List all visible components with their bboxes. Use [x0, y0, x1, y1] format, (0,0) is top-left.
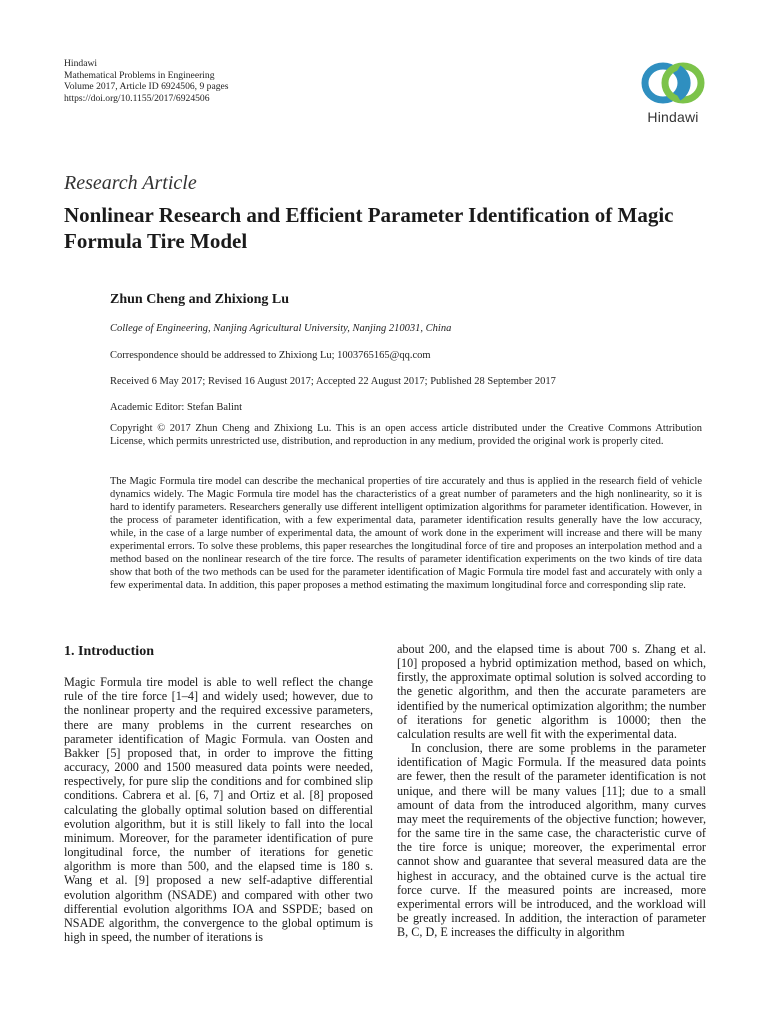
left-column — [64, 642, 373, 944]
hindawi-rings-icon — [638, 58, 708, 108]
affiliation: College of Engineering, Nanjing Agricultural University, Nanjing 210031, China — [110, 323, 452, 334]
author-list: Zhun Cheng and Zhixiong Lu — [110, 292, 289, 307]
journal-header — [64, 58, 229, 104]
doi-link[interactable]: https://doi.org/10.1155/2017/6924506 — [64, 92, 210, 104]
copyright-notice: Copyright © 2017 Zhun Cheng and Zhixiong Lu. This is an open access article distributed under the Creative Commons Attribution License, which permits unrestricted use, distribution, and reproduction in any medium, provided the original work is properly cited. — [110, 423, 702, 447]
publication-dates: Received 6 May 2017; Revised 16 August 2017; Accepted 22 August 2017; Published 28 September 2017 — [110, 376, 556, 387]
volume-info: Volume 2017, Article ID 6924506, 9 pages — [64, 81, 229, 93]
logo-text: Hindawi — [647, 109, 699, 125]
body-paragraph: In conclusion, there are some problems in the parameter identification of Magic Formula. If the measured data points are fewer, then the result of the parameter identification is not unique, and there will be many values [11]; due to a small amount of data from the introduced algorithm, many curves may meet the requirements of the objective function; however, for the same tire in the same case, the characteristic curve of the tire force is unique; moreover, the experimental error cannot show and guarantee that several measured data are the highest in accuracy, and the obtained curve is the actual tire force curve. If the measured points are increased, more experimental errors will be introduced, and the workload will be greatly increased. In addition, the interaction of parameter B, C, D, E increases the difficulty in algorithm — [397, 741, 706, 940]
right-column — [397, 642, 706, 939]
body-paragraph: about 200, and the elapsed time is about 700 s. Zhang et al. [10] proposed a hybrid optimization method, based on which, firstly, the approximate optimal solution is solved according to the genetic algorithm, and then the accurate parameters are identified by the numerical optimization algorithm; the number of iterations for genetic algorithm is 10000; then the calculation results are well fit with the experimental data. — [397, 642, 706, 741]
abstract: The Magic Formula tire model can describe the mechanical properties of tire accurately and thus is applied in the research field of vehicle dynamics widely. The Magic Formula tire model has the characteristics of a great number of parameters and the high nonlinearity, so it is hard to identify parameters. Researchers generally use different intelligent optimization algorithms for parameter identification. However, in the process of parameter identification, with a few experimental data, parameter identification results generally have the low accuracy, while, in the case of a large number of experimental data, the amount of work done in the experiment will increase and there will be many experimental errors. To solve these problems, this paper researches the longitudinal force of tire and proposes an interpolation method and a method based on the nonlinear research of the tire force. The results of parameter identification experiments on the two kinds of tire data show that both of the two methods can be used for the parameter identification of Magic Formula tire model fast and accurately with only a few experimental data. In addition, this paper proposes a method estimating the maximum longitudinal force and corresponding slip rate. — [110, 476, 702, 591]
body-paragraph: Magic Formula tire model is able to well reflect the change rule of the tire force [1–4] and widely used; however, due to the nonlinear property and the required excessive parameters, there are many problems in the current researches on parameter identification of Magic Formula. van Oosten and Bakker [5] proposed that, in order to improve the fitting accuracy, 2000 and 1500 measured data points were needed, respectively, for pure slip the conditions and for combined slip conditions. Cabrera et al. [6, 7] and Ortiz et al. [8] proposed calculating the globally optimal solution based on differential evolution algorithm, but it is still likely to fall into the local minimum. Moreover, for the parameter identification of pure longitudinal force, the number of iterations for genetic algorithm is more than 500, and the elapsed time is 180 s. Wang et al. [9] proposed a new self-adaptive differential evolution algorithm (NSADE) and compared with other two differential evolution algorithms IOA and SSPDE; based on NSADE algorithm, the convergence to the global optimum is high in speed, the number of iterations is — [64, 675, 373, 944]
academic-editor: Academic Editor: Stefan Balint — [110, 402, 243, 413]
hindawi-logo — [636, 58, 710, 125]
paper-title: Nonlinear Research and Efficient Parameter Identification of Magic Formula Tire Model — [64, 203, 674, 253]
article-type: Research Article — [64, 172, 197, 194]
publisher-name: Hindawi — [64, 58, 98, 69]
section-heading: 1. Introduction — [64, 644, 154, 659]
correspondence: Correspondence should be addressed to Zhixiong Lu; 1003765165@qq.com — [110, 350, 431, 361]
journal-name: Mathematical Problems in Engineering — [64, 69, 215, 81]
